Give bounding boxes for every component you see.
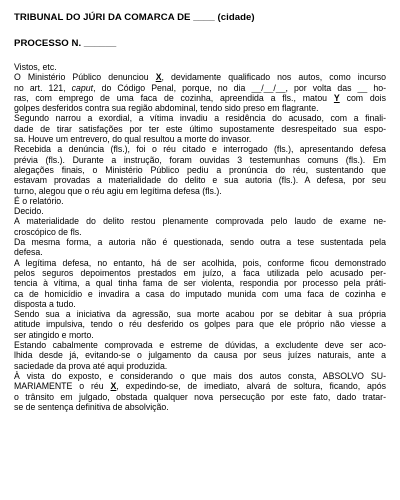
text-segment: alegações finais, o Ministério Público pediu a pronúncia do réu, sustentando que: [14, 164, 386, 175]
text-line: [14, 402, 386, 412]
text-segment: saciedade da prova até aqui produzida.: [14, 360, 168, 371]
text-segment: se de sentença definitiva de absolvição.: [14, 401, 169, 412]
text-line: [14, 309, 386, 319]
text-segment: no art. 121,: [14, 82, 72, 93]
party-name: Y: [333, 92, 340, 103]
text-segment: Recebida a denúncia (fls.), foi o réu citado e interrogado (fls.), apresentando defesa: [14, 144, 386, 155]
text-segment: A materialidade do delito restou plenamente comprovada pelo laudo de exame ne-: [14, 216, 386, 227]
text-segment: disposta a tudo.: [14, 298, 76, 309]
text-line: [14, 340, 386, 350]
text-line: [14, 196, 386, 206]
text-line: [14, 381, 386, 391]
text-line: [14, 134, 386, 144]
text-line: [14, 93, 386, 103]
text-line: [14, 103, 386, 113]
text-line: [14, 258, 386, 268]
text-segment: ras, com emprego de uma faca de cozinha, apreendida a fls., matou: [14, 92, 334, 103]
text-segment: atitude impulsiva, tendo o réu desferido os golpes para que ele próprio não viesse a: [14, 319, 386, 330]
text-line: [14, 206, 386, 216]
text-line: [14, 237, 386, 247]
emphasis-text: caput: [71, 82, 94, 93]
text-line: [14, 247, 386, 257]
text-segment: Estando cabalmente comprovada e estreme de dúvidas, a excludente deve ser aco-: [14, 340, 386, 351]
text-line: [14, 124, 386, 134]
text-segment: À vista do exposto, e considerando o que mais dos autos consta, ABSOLVO SU-: [14, 370, 386, 381]
text-segment: lhida desde já, evitando-se o julgamento da causa por seus juízes naturais, ante a: [14, 350, 386, 361]
text-line: [14, 350, 386, 360]
process-number: PROCESSO N. ______: [14, 38, 117, 49]
text-line: [14, 278, 386, 288]
text-line: [14, 227, 386, 237]
party-name: X: [155, 72, 162, 83]
text-line: [14, 175, 386, 185]
text-segment: MARIAMENTE o réu: [14, 381, 111, 392]
text-line: [14, 371, 386, 381]
text-segment: Segundo narrou a exordial, a vítima invadiu a residência do acusado, com a finali-: [14, 113, 386, 124]
text-line: [14, 319, 386, 329]
text-line: [14, 62, 386, 72]
text-segment: tencia à vítima, a qual tinha fama de ser violenta, respondia por processo pela práti-: [14, 278, 386, 289]
text-line: [14, 144, 386, 154]
text-segment: com dois: [339, 92, 386, 103]
text-line: [14, 83, 386, 93]
text-segment: defesa.: [14, 247, 43, 258]
text-line: [14, 113, 386, 123]
text-line: [14, 330, 386, 340]
text-segment: estavam provadas a materialidade do delito e sua autoria (fls.). A defesa, por seu: [14, 175, 386, 186]
text-line: [14, 268, 386, 278]
text-segment: , expedindo-se, de imediato, alvará de soltura, ficando, após: [116, 381, 386, 392]
text-segment: o trânsito em julgado, obstada qualquer nova persecução por este fato, dado tratar-: [14, 391, 386, 402]
party-name: X: [110, 381, 117, 392]
text-segment: golpes desferidos contra sua região abdominal, tendo sido preso em flagrante.: [14, 103, 319, 114]
text-line: [14, 155, 386, 165]
text-line: [14, 186, 386, 196]
text-line: [14, 165, 386, 175]
text-segment: , devidamente qualificado nos autos, como incurso: [161, 72, 386, 83]
text-segment: Da mesma forma, a autoria não é questionada, sendo outra a tese sustentada pela: [14, 237, 386, 248]
text-segment: ca de homicídio e invadira a casa do imputado munida com uma faca de cozinha e: [14, 288, 386, 299]
text-segment: turno, alegou que o réu agiu em legítima defesa (fls.).: [14, 185, 222, 196]
text-line: [14, 216, 386, 226]
text-segment: A legítima defesa, no entanto, há de ser acolhida, pois, conforme ficou demonstrado: [14, 257, 386, 268]
sentence-body: [14, 62, 386, 412]
text-segment: croscópico de fls.: [14, 226, 82, 237]
text-segment: É o relatório.: [14, 195, 64, 206]
text-segment: prévia (fls.). Durante a instrução, foram ouvidas 3 testemunhas comuns (fls.). Em: [14, 154, 386, 165]
text-line: [14, 299, 386, 309]
text-line: [14, 72, 386, 82]
text-segment: , do Código Penal, porque, no dia __/__/__, por volta das __ ho-: [93, 82, 386, 93]
court-title: TRIBUNAL DO JÚRI DA COMARCA DE ____ (cidade): [14, 12, 255, 23]
text-segment: Sendo sua a iniciativa da agressão, sua morte acabou por se debitar à sua própria: [14, 309, 386, 320]
text-line: [14, 392, 386, 402]
text-segment: sa. Houve um entrevero, do qual resultou a morte do invasor.: [14, 134, 252, 145]
text-segment: Vistos, etc.: [14, 62, 57, 72]
text-segment: Decido.: [14, 206, 44, 217]
text-segment: dade de tirar satisfações por ter este último supostamente desrespeitado sua espo-: [14, 123, 386, 134]
text-segment: ser atingido e morto.: [14, 329, 94, 340]
text-line: [14, 361, 386, 371]
text-segment: pelos seguros depoimentos prestados em juízo, a faca utilizada pelo acusado per-: [14, 267, 386, 278]
text-segment: O Ministério Público denunciou: [14, 72, 156, 83]
text-line: [14, 289, 386, 299]
